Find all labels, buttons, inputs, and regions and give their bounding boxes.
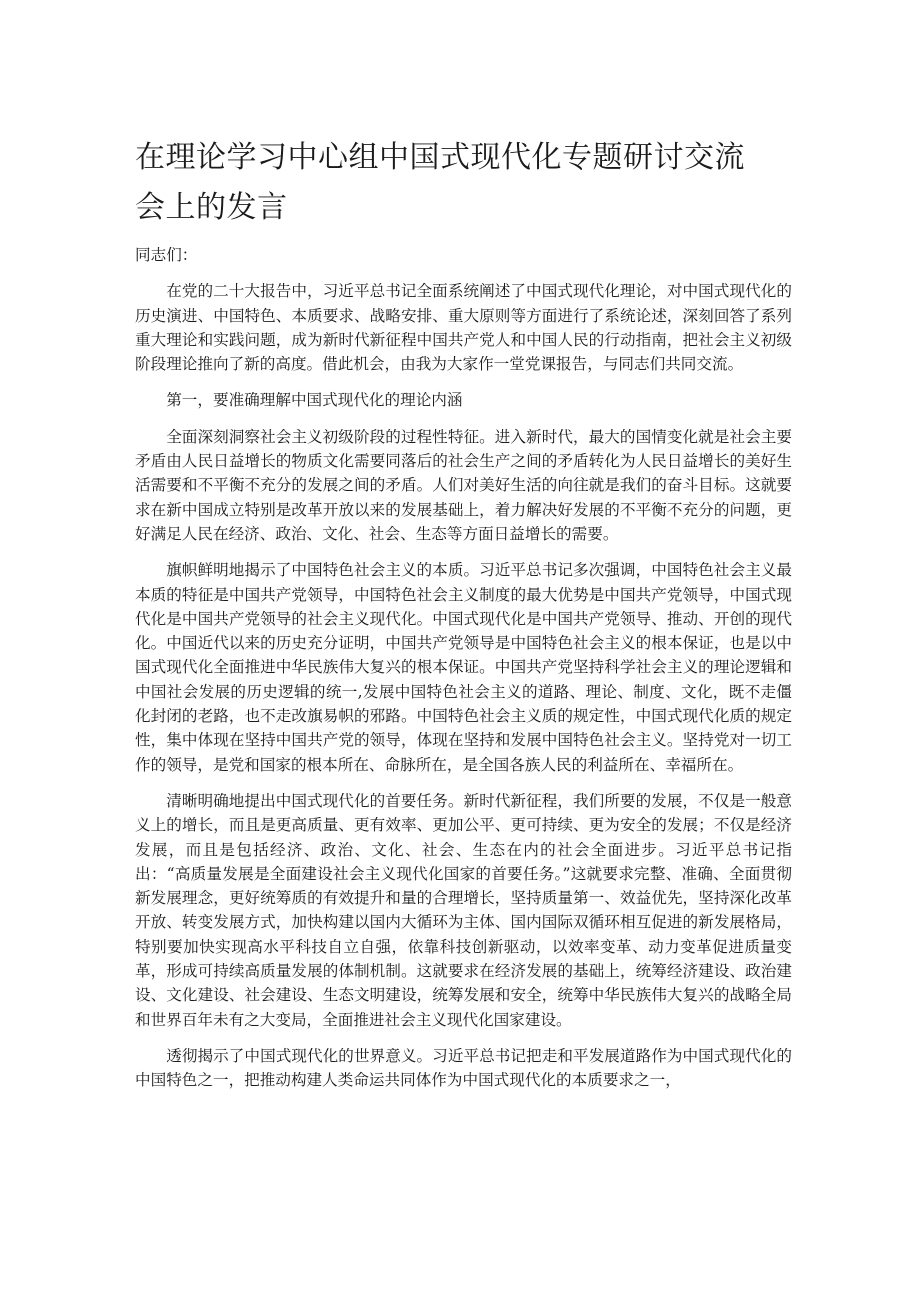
document-title: 在理论学习中心组中国式现代化专题研讨交流会上的发言 (135, 140, 745, 225)
paragraph-stage-characteristics: 全面深刻洞察社会主义初级阶段的过程性特征。进入新时代，最大的国情变化就是社会主要矛盾由人民日益增长的物质文化需要同落后的社会生产之间的矛盾转化为人民日益增长的美好生活需要和不平衡不充分的发展之间的矛盾。人们对美好生活的向往就是我们的奋斗目标。这就要求在新中国成立特别是改革开放以来的发展基础上，着力解决好发展的不平衡不充分的问题，更好满足人民在经济、政治、文化、社会、生态等方面日益增长的需要。 (135, 427, 792, 543)
paragraph-world-significance: 透彻揭示了中国式现代化的世界意义。习近平总书记把走和平发展道路作为中国式现代化的中国特色之一，把推动构建人类命运共同体作为中国式现代化的本质要求之一， (135, 1046, 792, 1090)
paragraph-intro: 在党的二十大报告中，习近平总书记全面系统阐述了中国式现代化理论，对中国式现代化的历史演进、中国特色、本质要求、战略安排、重大原则等方面进行了系统论述，深刻回答了系列重大理论和实践问题，成为新时代新征程中国共产党人和中国人民的行动指南，把社会主义初级阶段理论推向了新的高度。借此机会，由我为大家作一堂党课报告，与同志们共同交流。 (135, 282, 792, 374)
paragraph-essence: 旗帜鲜明地揭示了中国特色社会主义的本质。习近平总书记多次强调，中国特色社会主义最本质的特征是中国共产党领导，中国特色社会主义制度的最大优势是中国共产党领导，中国式现代化是中国共产党领导的社会主义现代化。中国式现代化是中国共产党领导、推动、开创的现代化。中国近代以来的历史充分证明，中国共产党领导是中国特色社会主义的根本保证，也是以中国式现代化全面推进中华民族伟大复兴的根本保证。中国共产党坚持科学社会主义的理论逻辑和中国社会发展的历史逻辑的统一,发展中国特色社会主义的道路、理论、制度、文化，既不走僵化封闭的老路，也不走改旗易帜的邪路。中国特色社会主义质的规定性，中国式现代化质的规定性，集中体现在坚持中国共产党的领导，体现在坚持和发展中国特色社会主义。坚持党对一切工作的领导，是党和国家的根本所在、命脉所在，是全国各族人民的利益所在、幸福所在。 (135, 561, 792, 774)
section-heading-1: 第一，要准确理解中国式现代化的理论内涵 (166, 391, 463, 410)
salutation: 同志们： (135, 246, 198, 264)
paragraph-primary-task: 清晰明确地提出中国式现代化的首要任务。新时代新征程，我们所要的发展，不仅是一般意义上的增长，而且是更高质量、更有效率、更加公平、更可持续、更为安全的发展；不仅是经济发展，而且是包括经济、政治、文化、社会、生态在内的社会全面进步。习近平总书记指出：“高质量发展是全面建设社会主义现代化国家的首要任务。”这就要求完整、准确、全面贯彻新发展理念，更好统筹质的有效提升和量的合理增长，坚持质量第一、效益优先，坚持深化改革开放、转变发展方式，加快构建以国内大循环为主体、国内国际双循环相互促进的新发展格局，特别要加快实现高水平科技自立自强，依靠科技创新驱动，以效率变革、动力变革促进质量变革，形成可持续高质量发展的体制机制。这就要求在经济发展的基础上，统筹经济建设、政治建设、文化建设、社会建设、生态文明建设，统筹发展和安全，统筹中华民族伟大复兴的战略全局和世界百年未有之大变局，全面推进社会主义现代化国家建设。 (135, 791, 792, 1029)
document-body (135, 243, 792, 1105)
